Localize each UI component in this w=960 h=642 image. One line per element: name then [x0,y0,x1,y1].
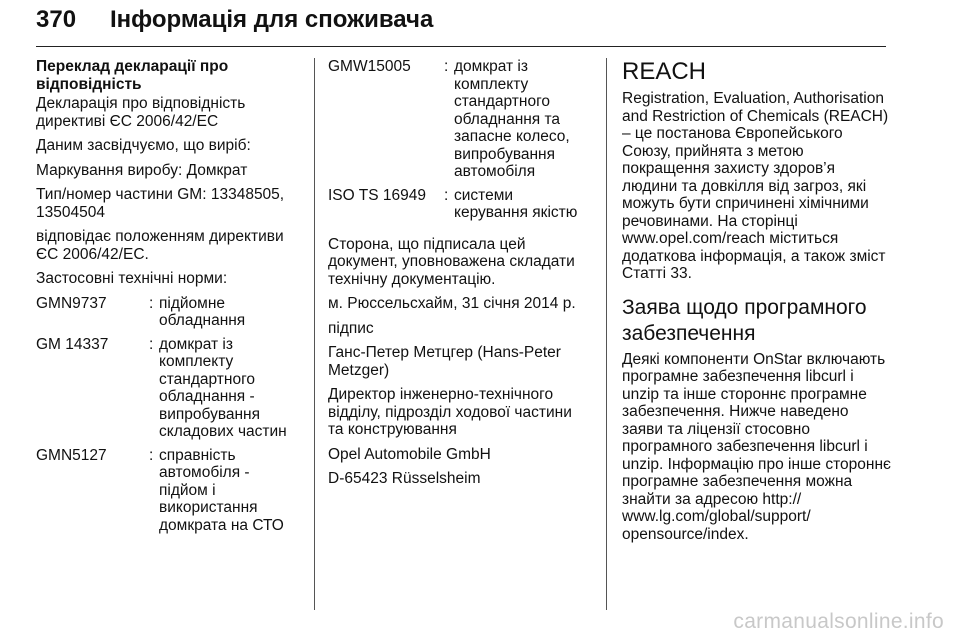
norm-code: ISO TS 16949 [328,186,426,204]
column-right [622,58,892,550]
paragraph: Директор інженерно-технічного відділу, підрозділ ходової частини та конструювання [328,386,572,438]
table-row [36,336,298,447]
norm-description: справність автомобіля - підйом і використання домкрата на СТО [159,446,284,534]
norm-description: системи керування якістю [454,186,578,221]
paragraph: Сторона, що підписала цей документ, уповноважена складати технічну документацію. [328,235,575,288]
table-row [36,295,298,336]
column-divider [314,58,315,610]
norm-description: домкрат із комплекту стандартного обладнання - випробування складових частин [159,335,287,440]
norm-separator: : [444,58,449,75]
watermark: carmanualsonline.info [733,610,944,633]
paragraph: Деякі компоненти OnStar включають програмне забезпечення libcurl і unzip та інше стороннє програмне забезпечення. Нижче наведено заяви та ліцензії стосовно програмного забезпечення libcurl і unzip. Інформацію про інше стороннє програмне забезпечення можна знайти за адресою http:// www.lg.com/global/support/ opensource/index. [622,350,891,543]
page-header [36,0,886,47]
paragraph: Маркування виробу: Домкрат [36,161,248,179]
norm-separator: : [444,186,449,204]
norm-code: GMW15005 [328,58,411,75]
norm-separator: : [149,294,154,312]
norms-table [328,58,590,228]
norm-separator: : [149,335,154,353]
column-left [36,58,298,548]
paragraph: м. Рюссельсхайм, 31 січня 2014 р. [328,295,576,312]
column-middle [328,58,590,495]
paragraph: Тип/номер частини GM: 13348505, 13504504 [36,186,285,221]
paragraph: Ганс-Петер Метцгер (Hans-Peter Metzger) [328,344,561,379]
norm-separator: : [149,446,154,464]
section-heading-software: Заява щодо програмного забезпечення [622,295,867,345]
norm-code: GMN9737 [36,294,107,312]
column-divider [606,58,607,610]
norm-code: GM 14337 [36,335,109,353]
page-title: Інформація для споживача [110,6,434,33]
paragraph: Застосовні технічні норми: [36,270,228,287]
paragraph: Декларація про відповідність директиві ЄС 2006/42/ЕС [36,95,246,130]
paragraph: Opel Automobile GmbH [328,445,491,463]
section-heading-reach: REACH [622,58,707,85]
paragraph: підпис [328,319,374,337]
section-subhead-declaration: Переклад декларації про відповідність [36,58,229,93]
norm-description: домкрат із комплекту стандартного обладнання та запасне колесо, випробування автомобіля [454,58,570,180]
table-row [36,447,298,541]
paragraph: відповідає положенням директиви ЄС 2006/42/ЕС. [36,228,284,263]
paragraph: D-65423 Rüsselsheim [328,470,481,487]
norm-description: підйомне обладнання [159,294,246,329]
table-row [328,187,590,228]
page-number: 370 [36,6,77,33]
table-row [328,58,590,187]
paragraph: Registration, Evaluation, Authorisation and Restriction of Chemicals (REACH) – це постанова Європейського Союзу, прийнята з метою покращення захисту здоров’я людини та довкілля від загроз, які можуть бути спричинені хімічними речовинами. На сторінці www.opel.com/reach міститься додаткова інформація, а також зміст Статті 33. [622,90,889,282]
norms-table [36,295,298,541]
norm-code: GMN5127 [36,446,107,464]
paragraph: Даним засвідчуємо, що виріб: [36,137,251,154]
